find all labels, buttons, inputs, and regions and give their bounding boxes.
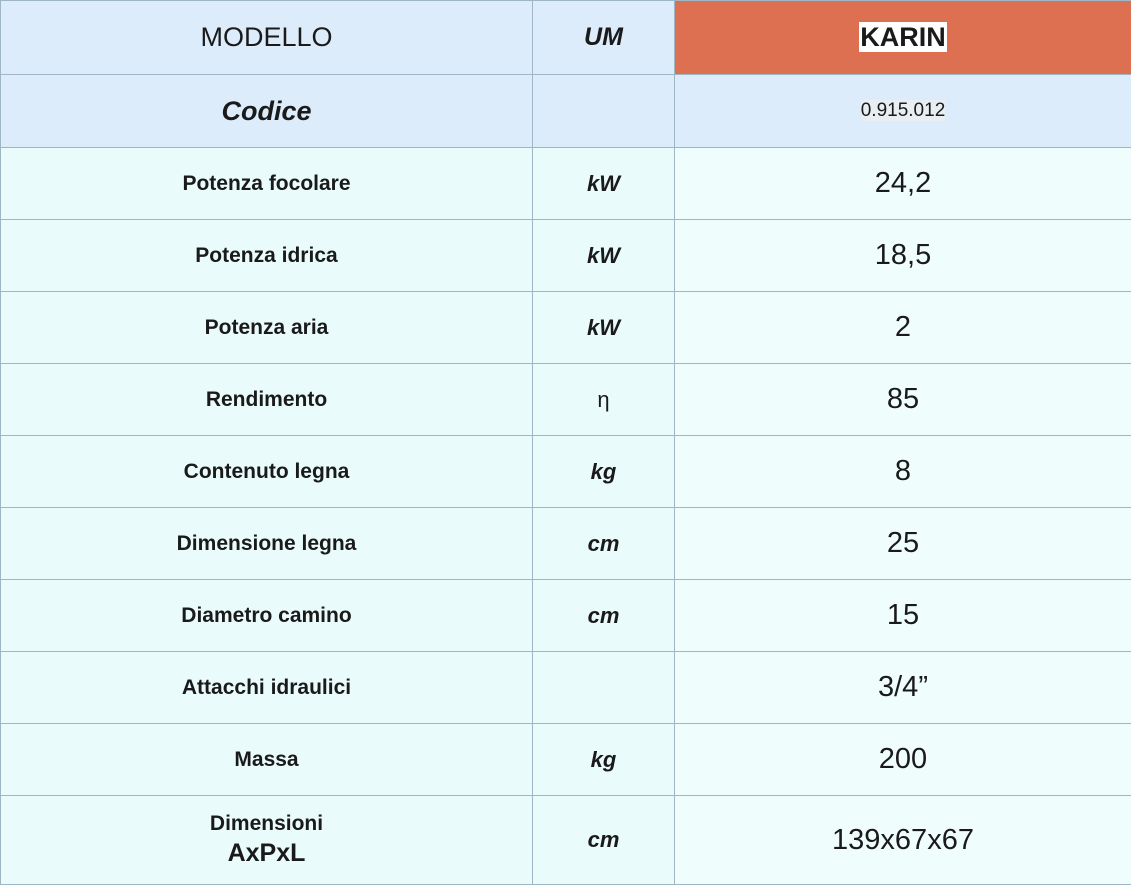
row-value: 3/4” [675,652,1131,724]
row-label: Potenza aria [1,292,533,364]
header-um: UM [533,1,675,75]
table-row [1,364,1131,436]
header-model: MODELLO [1,1,533,75]
row-um: η [533,364,675,436]
row-value: 25 [675,508,1131,580]
row-label-line2: AxPxL [7,838,526,869]
table-row-codice [1,75,1131,148]
row-um: cm [533,796,675,885]
row-um: kW [533,292,675,364]
table-row [1,148,1131,220]
codice-um [533,75,675,148]
row-um: cm [533,580,675,652]
codice-label: Codice [1,75,533,148]
table-row [1,724,1131,796]
table-row [1,580,1131,652]
codice-value-text: 0.915.012 [861,100,946,121]
row-label: Dimensione legna [1,508,533,580]
row-label: Rendimento [1,364,533,436]
row-um: kg [533,724,675,796]
row-value: 139x67x67 [675,796,1131,885]
row-label-line1: Dimensioni [7,811,526,837]
table-row [1,292,1131,364]
row-label: Attacchi idraulici [1,652,533,724]
row-value: 24,2 [675,148,1131,220]
header-karin [675,1,1131,75]
header-karin-label: KARIN [859,22,947,52]
row-value: 200 [675,724,1131,796]
table-row-dimensioni [1,796,1131,885]
row-value: 18,5 [675,220,1131,292]
row-um: kW [533,220,675,292]
row-value: 85 [675,364,1131,436]
row-value: 15 [675,580,1131,652]
table-header-row [1,1,1131,75]
row-um: kg [533,436,675,508]
row-label: Diametro camino [1,580,533,652]
row-value: 2 [675,292,1131,364]
row-um: cm [533,508,675,580]
row-um [533,652,675,724]
row-label: Potenza idrica [1,220,533,292]
table-row [1,220,1131,292]
table-row [1,652,1131,724]
codice-value [675,75,1131,148]
row-value: 8 [675,436,1131,508]
row-label [1,796,533,885]
row-label: Contenuto legna [1,436,533,508]
row-um: kW [533,148,675,220]
row-label: Massa [1,724,533,796]
table-row [1,508,1131,580]
table-row [1,436,1131,508]
row-label: Potenza focolare [1,148,533,220]
